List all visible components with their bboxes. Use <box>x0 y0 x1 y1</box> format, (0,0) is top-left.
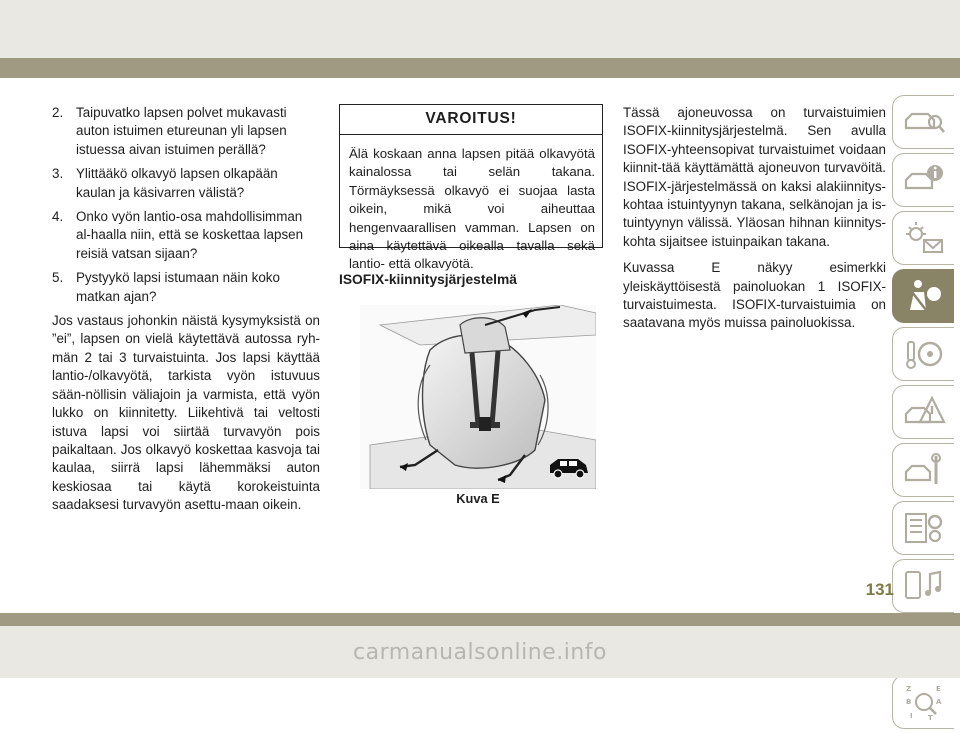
top-band <box>0 0 960 58</box>
car-search-icon <box>902 102 946 142</box>
tab-specifications[interactable] <box>892 501 954 555</box>
tab-car-info[interactable] <box>892 153 954 207</box>
right-column <box>623 104 886 341</box>
warning-box <box>339 104 603 272</box>
tab-car-search[interactable] <box>892 95 954 149</box>
item-number: 5. <box>52 270 64 286</box>
list-item <box>52 165 320 202</box>
body-paragraph: Kuvassa E näkyy esimerkki yleiskäyttöisestä painoluokan 1 ISOFIX-turvaistuimesta. ISOFIX-turvaistuimia on saatavana myös muissa painoluokissa. <box>623 260 886 331</box>
list-item <box>52 269 320 306</box>
page-number: 131 <box>865 580 894 599</box>
phone-music-nav-icon <box>902 566 946 606</box>
section-heading: ISOFIX-kiinnitysjärjestelmä <box>339 272 517 287</box>
warning-text: Älä koskaan anna lapsen pitää olkavyötä kainalossa tai selän takana. Törmäyksessä olkavyö ei suojaa lasta oikein, mikä voi aiheuttaa hengenvaarallisen vamman. Lapsen on aina käytettävä oikealla tavalla sekä lantio- että olkavyötä. <box>349 146 595 272</box>
car-info-icon <box>902 160 946 200</box>
svg-text:I: I <box>909 712 913 720</box>
top-stripe <box>0 58 960 78</box>
svg-text:Z: Z <box>905 685 911 693</box>
warning-title: VAROITUS! <box>340 105 602 135</box>
figure-caption: Kuva E <box>456 491 500 506</box>
alphabet-index-icon <box>902 682 946 722</box>
key-steering-wheel-icon <box>902 334 946 374</box>
svg-text:B: B <box>905 698 911 706</box>
item-number: 3. <box>52 166 64 182</box>
item-number: 2. <box>52 105 64 120</box>
watermark: carmanualsonline.info <box>353 640 607 665</box>
item-text: Ylittääkö olkavyö lapsen olkapään kaulan ja käsivarren välistä? <box>76 166 278 200</box>
question-list <box>52 104 320 306</box>
left-column <box>52 104 320 523</box>
dashboard-lights-mail-icon <box>902 218 946 258</box>
seatbelt-airbag-icon <box>902 276 946 316</box>
car-wrench-icon <box>902 450 946 490</box>
car-warning-icon <box>902 392 946 432</box>
tab-dashboard-lights[interactable] <box>892 211 954 265</box>
tab-safety[interactable] <box>892 269 954 323</box>
tab-multimedia[interactable] <box>892 559 954 613</box>
isofix-seat-illustration <box>360 305 596 489</box>
tab-emergency[interactable] <box>892 385 954 439</box>
item-text: Pystyykö lapsi istumaan näin koko matkan ajan? <box>76 270 280 304</box>
list-item <box>52 104 320 159</box>
item-text: Onko vyön lantio-osa mahdollisimman al-haalla niin, että se koskettaa lapsen reisiä vatsan sijaan? <box>76 209 304 261</box>
body-paragraph: Tässä ajoneuvossa on turvaistuimien ISOFIX-kiinnitysjärjestelmä. Sen avulla ISOFIX-yhteensopivat turvaistuimet voidaan kiinnit-tää käyttämättä ajoneuvon turvavöitä. ISOFIX-järjestelmässä on kaksi alakiinnitys-kohtaa istuintyynyn takana, selkänojan ja is-tuintyynyn välissä. Yläosan hihnan kiinnitys-kohta sijaitsee istuinpaikan takana. <box>623 105 886 249</box>
item-number: 4. <box>52 209 64 225</box>
bottom-stripe <box>0 613 960 626</box>
svg-text:E: E <box>935 685 941 693</box>
list-gears-icon <box>902 508 946 548</box>
list-item <box>52 208 320 263</box>
tab-starting-driving[interactable] <box>892 327 954 381</box>
item-text: Taipuvatko lapsen polvet mukavasti auton istuimen etureunan yli lapsen istuessa aivan istuimen perällä? <box>76 105 287 157</box>
svg-text:T: T <box>927 714 933 722</box>
svg-text:A: A <box>935 698 941 706</box>
tab-index[interactable] <box>892 675 954 729</box>
tab-service[interactable] <box>892 443 954 497</box>
body-paragraph: Jos vastaus johonkin näistä kysymyksistä on ”ei”, lapsen on vielä käytettävä autossa ryh-män 2 tai 3 turvaistuinta. Jos lapsi käyttää lantio-/olkavyötä, tarkista vyön istuvuus sään-nöllisin väliajoin ja varmista, että vyön lukko on kiinnitetty. Liikehtivä tai veltosti istuva lapsi voi siirtää turvavyön pois paikaltaan. Jos olkavyö koskettaa kasvoja tai kaulaa, siirrä lapsi lähemmäksi auton keskiosaa tai käytä korokeistuinta saadaksesi turvavyön asettu-maan oikein. <box>52 313 320 513</box>
